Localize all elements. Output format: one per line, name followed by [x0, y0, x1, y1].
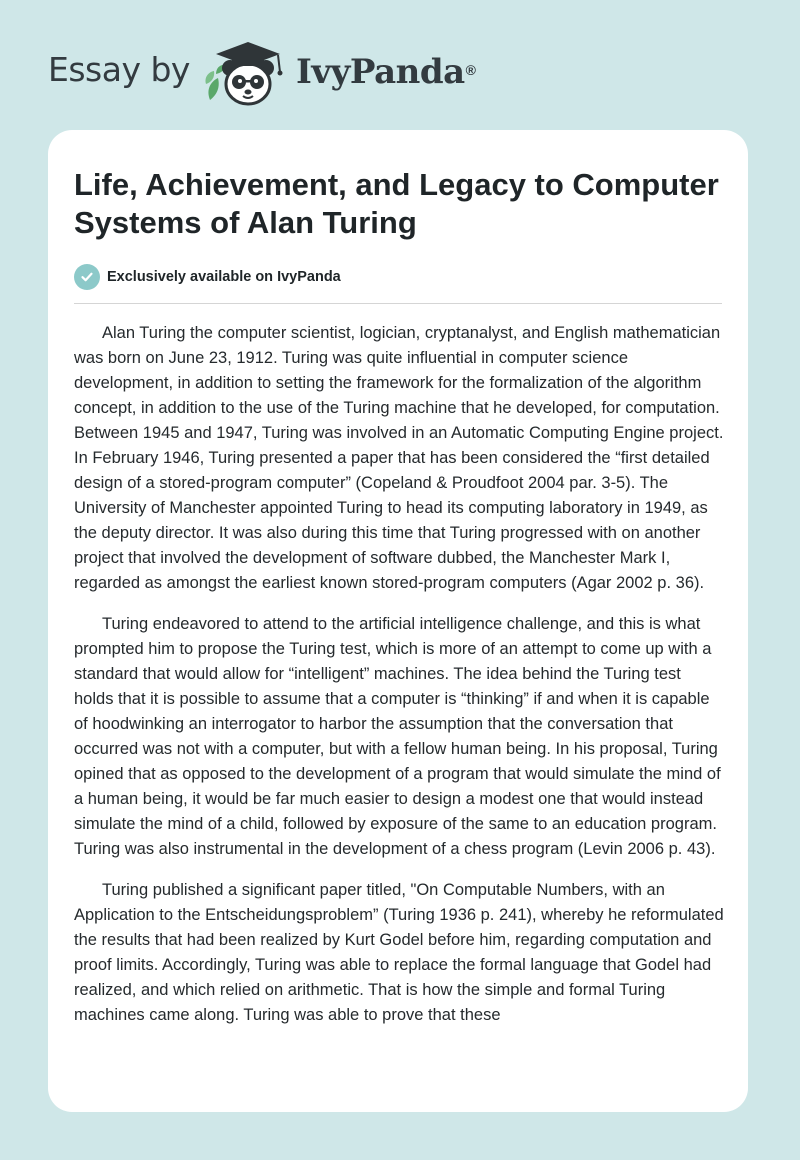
registered-mark: ®: [465, 62, 476, 78]
brand-name-text: IvyPanda: [296, 52, 465, 92]
brand-name[interactable]: [296, 52, 475, 92]
divider: [74, 303, 722, 304]
availability-badge: [74, 264, 341, 290]
essay-card: [48, 130, 748, 1112]
essay-paragraph: Alan Turing the computer scientist, logician, cryptanalyst, and English mathematician was born on June 23, 1912. Turing was quite influential in computer science development, in addition to setting the framework for the formalization of the algorithm concept, in addition to the use of the Turing machine that he developed, for computation. Between 1945 and 1947, Turing was involved in an Automatic Computing Engine project. In February 1946, Turing presented a paper that has been considered the “first detailed design of a stored-program computer” (Copeland & Proudfoot 2004 par. 3-5). The University of Manchester appointed Turing to head its computing laboratory in 1949, as the deputy director. It was also during this time that Turing progressed with on another project that involved the development of software dubbed, the Manchester Mark I, regarded as amongst the earliest known stored-program computers (Agar 2002 p. 36).: [74, 324, 724, 592]
site-header: [0, 0, 800, 130]
essay-paragraph: Turing published a significant paper titled, "On Computable Numbers, with an Application to the Entscheidungsproblem” (Turing 1936 p. 241), whereby he reformulated the results that had been realized by Kurt Godel before him, regarding computation and proof limits. Accordingly, Turing was able to replace the formal language that Godel had realized, and which relied on arithmetic. That is how the simple and formal Turing machines came along. Turing was able to prove that these: [74, 881, 724, 1024]
essay-body: [74, 321, 724, 1044]
panda-graduate-icon[interactable]: [200, 38, 296, 110]
check-circle-icon: [74, 264, 100, 290]
brand-prefix: Essay by: [48, 50, 190, 89]
essay-paragraph: Turing endeavored to attend to the artificial intelligence challenge, and this is what prompted him to propose the Turing test, which is more of an attempt to come up with a standard that would allow for “intelligent” machines. The idea behind the Turing test holds that it is possible to assume that a computer is “thinking” if and when it is capable of hoodwinking an interrogator to harbor the assumption that the conversation that occurred was not with a computer, but with a fellow human being. In his proposal, Turing opined that as opposed to the development of a program that would simulate the mind of a human being, it would be far much easier to design a modest one that would instead simulate the mind of a child, followed by exposure of the same to an education program. Turing was also instrumental in the development of a chess program (Levin 2006 p. 43).: [74, 615, 721, 858]
essay-title: Life, Achievement, and Legacy to Computer Systems of Alan Turing: [74, 167, 719, 240]
badge-label: Exclusively available on IvyPanda: [107, 269, 341, 285]
